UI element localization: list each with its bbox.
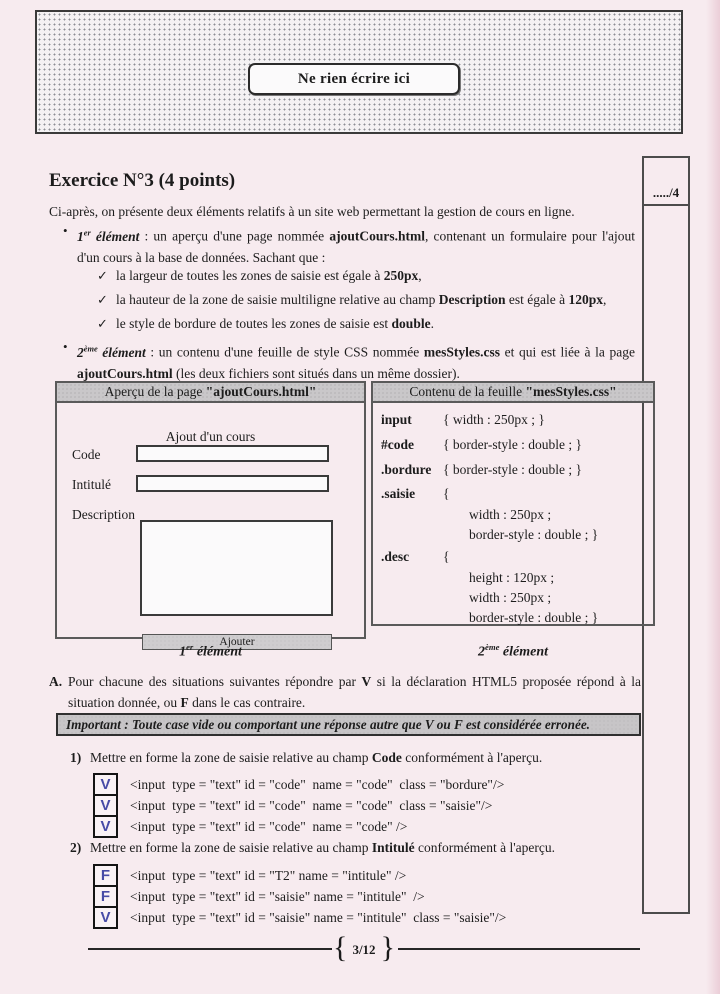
section-a-text: Pour chacune des situations suivantes répondre par V si la déclaration HTML5 proposée répond à la situation donnée, ou F dans le cas contraire. bbox=[68, 674, 641, 710]
description-label: Description bbox=[72, 507, 135, 522]
score-box bbox=[644, 158, 688, 206]
preview-panel-header: Aperçu de la page "ajoutCours.html" bbox=[57, 383, 364, 403]
css-rule-bordure: .bordure { border-style : double ; } bbox=[381, 462, 583, 477]
question-2-heading: 2) Mettre en forme la zone de saisie relative au champ Intitulé conformément à l'aperçu. bbox=[70, 840, 556, 855]
html-declaration: <input type = "text" id = "T2" name = "intitule" /> bbox=[130, 867, 407, 883]
check-item-border: ✓ le style de bordure de toutes les zones de saisie est double. bbox=[97, 314, 657, 334]
answer-checkbox[interactable]: V bbox=[93, 906, 118, 929]
caption-element-2: 2ème élément bbox=[477, 642, 549, 660]
bullet-element-1-text: 1er élément : un aperçu d'une page nommée ajoutCours.html, contenant un formulaire pour l'ajout d'un cours à la base de données. Sachant que : bbox=[77, 228, 635, 265]
question-2-number: 2) bbox=[70, 840, 82, 855]
intro-paragraph: Ci-après, on présente deux éléments relatifs à un site web permettant la gestion de cours en ligne. bbox=[49, 204, 575, 219]
answer-checkbox[interactable]: F bbox=[93, 864, 118, 887]
css-rule-desc-line: height : 120px ; bbox=[469, 570, 555, 585]
css-rule-saisie-line: width : 250px ; bbox=[469, 507, 552, 522]
answer-row bbox=[93, 815, 504, 838]
intitule-input[interactable] bbox=[136, 475, 329, 492]
css-rule-desc: .desc { bbox=[381, 549, 450, 564]
css-rules bbox=[373, 403, 653, 628]
css-panel-header: Contenu de la feuille "mesStyles.css" bbox=[373, 383, 653, 403]
bullet-element-1 bbox=[63, 222, 635, 268]
css-rule-desc-line: border-style : double ; } bbox=[469, 610, 599, 625]
notice-text: Ne rien écrire ici bbox=[297, 70, 411, 87]
form-title: Ajout d'un cours bbox=[165, 429, 256, 444]
checkmark-icon: ✓ bbox=[97, 316, 108, 331]
section-a-letter: A. bbox=[49, 674, 63, 689]
answer-row bbox=[93, 906, 506, 929]
html-declaration: <input type = "text" id = "code" name = "code" class = "bordure"/> bbox=[130, 776, 505, 792]
question-1-heading: 1) Mettre en forme la zone de saisie relative au champ Code conformément à l'aperçu. bbox=[70, 750, 543, 765]
exercise-title: Exercice N°3 (4 points) bbox=[49, 170, 236, 191]
ajouter-button-label: Ajouter bbox=[219, 636, 255, 648]
code-label: Code bbox=[72, 447, 101, 462]
bullet-element-2-text: 2ème élément : un contenu d'une feuille de style CSS nommée mesStyles.css et qui est liée à la page ajoutCours.html (les deux fichiers sont situés dans un même dossier). bbox=[77, 344, 635, 381]
css-panel bbox=[371, 381, 655, 626]
intitule-label: Intitulé bbox=[72, 477, 111, 492]
html-declaration: <input type = "text" id = "code" name = "code" class = "saisie"/> bbox=[130, 797, 493, 813]
checkmark-icon: ✓ bbox=[97, 292, 108, 307]
bullet-icon: • bbox=[63, 339, 68, 354]
html-declaration: <input type = "text" id = "saisie" name = "intitule" class = "saisie"/> bbox=[130, 909, 507, 925]
css-rule-saisie-line: border-style : double ; } bbox=[469, 527, 599, 542]
description-textarea[interactable] bbox=[140, 520, 333, 616]
checkmark-icon: ✓ bbox=[97, 268, 108, 283]
answer-row bbox=[93, 885, 506, 908]
answer-row bbox=[93, 794, 504, 817]
answer-row bbox=[93, 864, 506, 887]
footer-rule-left bbox=[88, 948, 332, 950]
brace-left: { bbox=[333, 931, 348, 964]
answer-checkbox[interactable]: V bbox=[93, 815, 118, 838]
css-rule-desc-line: width : 250px ; bbox=[469, 590, 552, 605]
page-edge-shadow bbox=[706, 0, 720, 994]
caption-element-1: 1er élément bbox=[179, 642, 242, 660]
footer-rule-right bbox=[398, 948, 640, 950]
code-input[interactable] bbox=[136, 445, 329, 462]
brace-right: } bbox=[380, 931, 395, 964]
css-rule-input: input { width : 250px ; } bbox=[381, 412, 545, 427]
do-not-write-notice bbox=[248, 63, 460, 95]
check-item-height: ✓ la hauteur de la zone de saisie multiligne relative au champ Description est égale à 120px, bbox=[97, 290, 657, 310]
question-1-answers bbox=[93, 773, 504, 838]
important-banner: Important : Toute case vide ou comportant une réponse autre que V ou F est considérée erronée. bbox=[56, 713, 641, 736]
do-not-write-band bbox=[35, 10, 683, 134]
question-2-answers bbox=[93, 864, 506, 929]
bullet-element-2 bbox=[63, 338, 635, 384]
check-item-width: ✓ la largeur de toutes les zones de saisie est égale à 250px, bbox=[97, 266, 657, 286]
preview-form bbox=[57, 403, 364, 648]
css-rule-saisie: .saisie { bbox=[381, 486, 450, 501]
score-value: ...../4 bbox=[652, 185, 680, 200]
css-rule-code-id: #code { border-style : double ; } bbox=[381, 437, 583, 452]
answer-checkbox[interactable]: V bbox=[93, 794, 118, 817]
answer-checkbox[interactable]: V bbox=[93, 773, 118, 796]
answer-row bbox=[93, 773, 504, 796]
footer-page-indicator bbox=[330, 931, 398, 965]
preview-panel bbox=[55, 381, 366, 648]
answer-checkbox[interactable]: F bbox=[93, 885, 118, 908]
question-1-number: 1) bbox=[70, 750, 82, 765]
page-number: 3/12 bbox=[352, 942, 376, 957]
bullet-icon: • bbox=[63, 223, 68, 238]
section-a bbox=[49, 671, 641, 713]
html-declaration: <input type = "text" id = "code" name = "code" /> bbox=[130, 818, 408, 834]
html-declaration: <input type = "text" id = "saisie" name = "intitule" /> bbox=[130, 888, 425, 904]
